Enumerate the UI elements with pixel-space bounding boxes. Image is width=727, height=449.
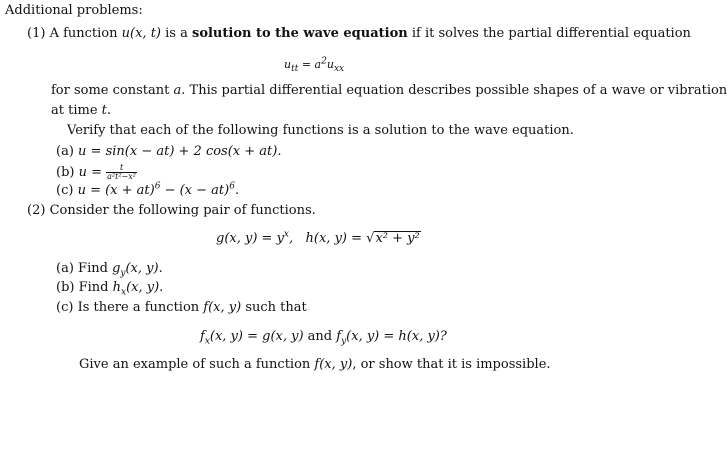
example-b: , or show that it is impossible.: [352, 357, 551, 372]
example-a: Give an example of such a function: [79, 357, 311, 372]
wave-equation: [284, 57, 344, 73]
sqrt-icon: √: [366, 231, 375, 246]
wave-eq-mid: = a: [298, 58, 322, 71]
part-1c-end: .: [234, 183, 240, 198]
part-2b-label: (b): [56, 280, 75, 295]
desc-2b: .: [106, 103, 112, 118]
part-1a: [56, 144, 281, 160]
part-2a-label: (a): [56, 261, 74, 276]
problem-1-lead: A function: [49, 26, 118, 41]
wave-eq-rhs-sub: xx: [333, 64, 345, 75]
problem-1-intro: [27, 26, 691, 42]
problem-1-func: u(x, t): [121, 26, 161, 41]
part-2a-expr: g: [112, 261, 121, 276]
condition-equation: [200, 329, 447, 345]
part-1b: [56, 164, 137, 181]
problem-1-desc-line2: [51, 103, 111, 119]
part-2a-sub: y: [120, 268, 126, 279]
part-2b-expr: h: [112, 280, 121, 295]
problem-2-number: (2): [27, 203, 46, 218]
cond-f2-rest: (x, y) = h(x, y)?: [346, 329, 447, 344]
desc-1b: . This partial differential equation describes possible shapes of a wave or vibration: [181, 83, 727, 98]
problem-1-number: (1): [27, 26, 46, 41]
part-2c-text1: Is there a function: [77, 300, 200, 315]
heading: Additional problems:: [5, 3, 143, 18]
part-1b-label: (b): [56, 165, 75, 180]
part-1c-expr: u = (x + at): [77, 183, 155, 198]
problem-1-is-a: is a: [165, 26, 188, 41]
wave-eq-sup: 2: [321, 56, 327, 67]
desc-1var: a: [173, 83, 182, 98]
problem-1-bold-term: solution to the wave equation: [192, 26, 408, 41]
example-instruction: [79, 357, 551, 373]
part-2b-sub: x: [121, 287, 127, 298]
part-2c-text2: such that: [245, 300, 307, 315]
cond-f1-rest: (x, y) = g(x, y): [209, 329, 304, 344]
wave-eq-lhs-sub: tt: [291, 64, 299, 75]
part-2c: [56, 300, 307, 316]
desc-2a: at time: [51, 103, 98, 118]
problem-2-lead: Consider the following pair of functions.: [49, 203, 316, 218]
g-def: g(x, y) = y: [216, 231, 284, 246]
part-1b-den: a²t²−x²: [107, 172, 136, 181]
part-2b: [56, 280, 163, 296]
function-pair: [216, 231, 421, 247]
part-2a-text: Find: [78, 261, 108, 276]
part-1a-label: (a): [56, 144, 74, 159]
problem-2-intro: [27, 203, 316, 219]
g-sup: x: [283, 229, 289, 240]
cond-f1-sub: x: [204, 336, 210, 347]
part-1a-expr: u = sin(x − at) + 2 cos(x + at).: [78, 144, 282, 159]
part-1b-num: t: [106, 164, 137, 173]
cond-f2-sub: y: [341, 336, 347, 347]
part-1c-mid: − (x − at): [160, 183, 230, 198]
part-2a-tail: (x, y).: [125, 261, 163, 276]
cond-and: and: [303, 329, 337, 344]
part-2c-func: f(x, y): [203, 300, 242, 315]
wave-eq-lhs: u: [284, 58, 292, 71]
part-1c-pow1: 6: [154, 181, 161, 192]
cond-f2: f: [336, 329, 342, 344]
verify-instruction: Verify that each of the following functions is a solution to the wave equation.: [67, 123, 574, 138]
part-1c-label: (c): [56, 183, 74, 198]
part-1c: [56, 183, 239, 199]
wave-eq-rhs: u: [326, 58, 334, 71]
desc-2var: t: [101, 103, 107, 118]
example-func: f(x, y): [314, 357, 353, 372]
pair-sep: ,: [289, 231, 306, 246]
part-1b-lhs: u =: [78, 165, 103, 180]
part-2a: [56, 261, 163, 277]
part-1b-fraction: [106, 164, 137, 181]
part-2b-text: Find: [78, 280, 109, 295]
problem-1-desc-line1: [51, 83, 727, 99]
part-2c-label: (c): [56, 300, 74, 315]
cond-f1: f: [200, 329, 205, 344]
h-def: h(x, y) =: [305, 231, 367, 246]
part-2b-tail: (x, y).: [126, 280, 164, 295]
h-sqrt: x² + y²: [375, 231, 420, 246]
problem-1-tail: if it solves the partial differential equation: [411, 26, 691, 41]
desc-1a: for some constant: [51, 83, 170, 98]
part-1c-pow2: 6: [229, 181, 235, 192]
